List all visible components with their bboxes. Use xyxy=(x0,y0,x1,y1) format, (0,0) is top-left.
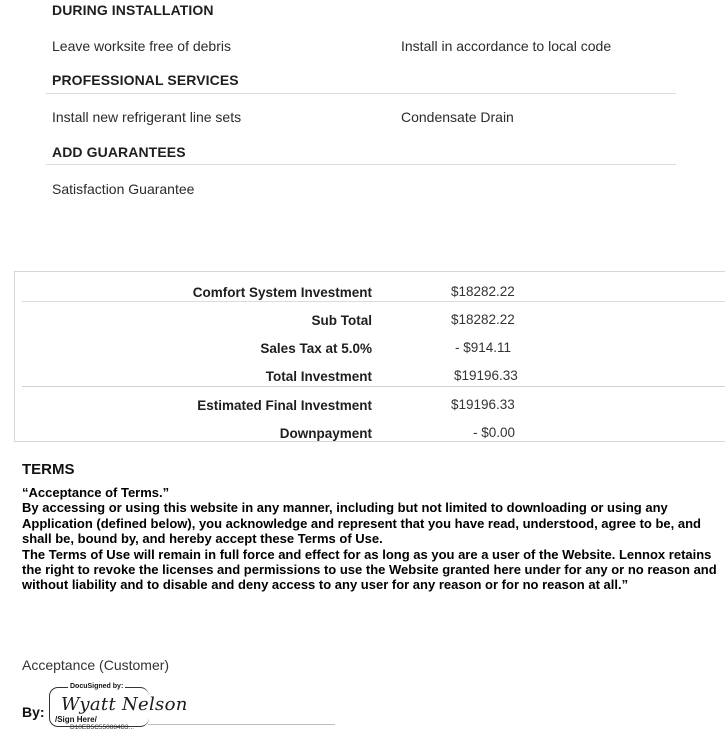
investment-label: Downpayment xyxy=(279,426,372,441)
signature[interactable]: Wyatt Nelson xyxy=(61,694,188,715)
terms-heading: TERMS xyxy=(22,461,75,478)
list-item: Leave worksite free of debris xyxy=(52,38,231,54)
envelope-id: D10EB5C550884B3... xyxy=(70,724,134,731)
investment-label: Sales Tax at 5.0% xyxy=(260,341,372,356)
section-divider xyxy=(46,93,676,94)
list-item: Install in accordance to local code xyxy=(401,38,612,54)
section-divider xyxy=(46,164,676,165)
list-item: Condensate Drain xyxy=(401,109,514,125)
investment-value: $18282.22 xyxy=(451,284,515,299)
list-item: Install new refrigerant line sets xyxy=(52,109,242,125)
signature-line xyxy=(148,724,335,725)
terms-paragraph: By accessing or using this website in any manner, including but not limited to downloading or using any Application (defined below), you acknowledge and represent that you have read, understood, agree to be, and shall be, bound by, and hereby accept these Terms of Use. xyxy=(22,500,701,547)
investment-label: Estimated Final Investment xyxy=(197,398,372,413)
terms-paragraph: The Terms of Use will remain in full force and effect for as long as you are a user of the Website. Lennox retains the right to revoke the licenses and permissions to use the Website granted here under for any or no reason and without liability and to disable and deny access to any user for any reason or for no reason at all.” xyxy=(22,546,717,593)
investment-value: $19196.33 xyxy=(454,368,518,383)
investment-label: Comfort System Investment xyxy=(192,285,372,300)
section-title-add-guarantees: ADD GUARANTEES xyxy=(52,144,186,160)
terms-subtitle: “Acceptance of Terms.” xyxy=(22,485,170,500)
investment-value: $18282.22 xyxy=(451,312,515,327)
investment-divider xyxy=(22,386,725,387)
section-title-professional-services: PROFESSIONAL SERVICES xyxy=(52,72,239,88)
investment-label: Sub Total xyxy=(311,313,372,328)
terms-body xyxy=(22,485,725,593)
docusigned-by-label: DocuSigned by: xyxy=(70,683,124,690)
section-title-during-installation: DURING INSTALLATION xyxy=(52,2,214,18)
by-label: By: xyxy=(22,704,45,720)
list-item: Satisfaction Guarantee xyxy=(52,181,195,197)
investment-label: Total Investment xyxy=(265,369,372,384)
acceptance-label: Acceptance (Customer) xyxy=(22,657,170,673)
investment-value: - $0.00 xyxy=(473,425,516,440)
sign-here-tag[interactable]: /Sign Here/ xyxy=(55,715,97,724)
investment-value: $19196.33 xyxy=(451,397,515,412)
investment-divider xyxy=(22,301,725,302)
investment-value: - $914.11 xyxy=(455,340,512,355)
